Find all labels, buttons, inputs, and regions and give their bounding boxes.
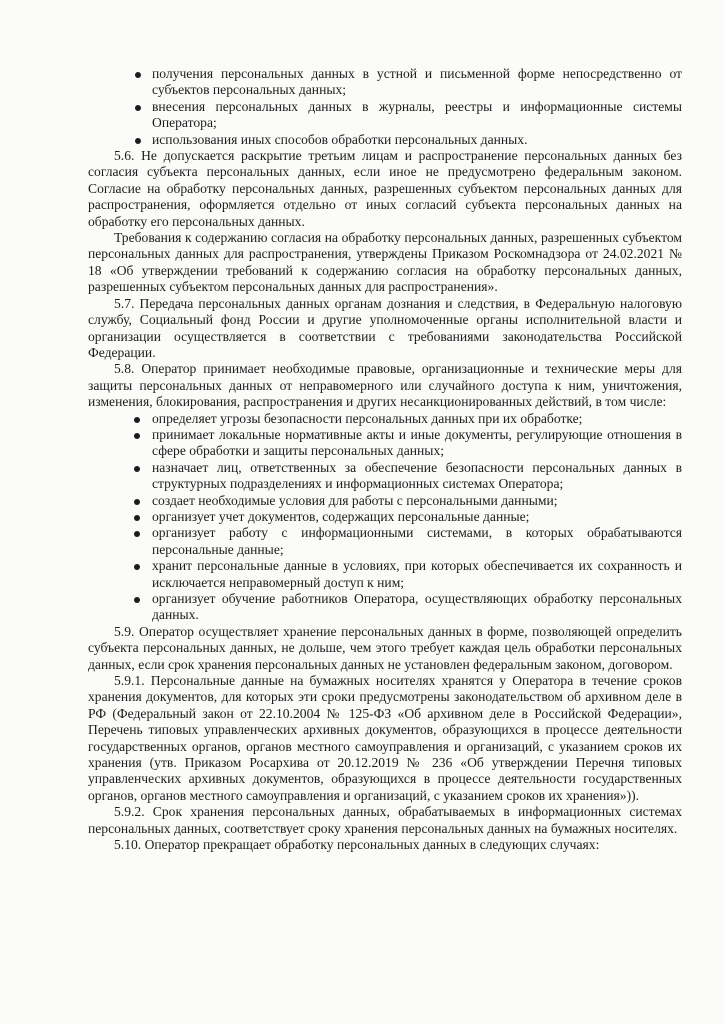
list-item: хранит персональные данные в условиях, при которых обеспечивается их сохранность и исключается неправомерный доступ к ним; — [88, 558, 682, 591]
bullet-icon — [134, 531, 140, 537]
paragraph-5-9-2: 5.9.2. Срок хранения персональных данных, обрабатываемых в информационных системах персональных данных, соответствует сроку хранения персональных данных на бумажных носителях. — [88, 804, 682, 836]
list-item: организует учет документов, содержащих персональные данные; — [88, 509, 682, 525]
paragraph-5-10: 5.10. Оператор прекращает обработку персональных данных в следующих случаях: — [114, 837, 600, 853]
list-item: получения персональных данных в устной и письменной форме непосредственно от субъектов персональных данных; — [88, 66, 682, 99]
paragraph-5-9: 5.9. Оператор осуществляет хранение персональных данных в форме, позволяющей определить субъекта персональных данных, не дольше, чем этого требует каждая цель обработки персональных данных, если срок хранения персональных данных не установлен федеральным законом, договором. — [88, 623, 682, 672]
bullet-icon — [134, 499, 140, 505]
list-item: организует обучение работников Оператора, осуществляющих обработку персональных данных. — [88, 591, 682, 624]
list-item: создает необходимые условия для работы с персональными данными; — [88, 493, 682, 509]
paragraph-5-7: 5.7. Передача персональных данных органам дознания и следствия, в Федеральную налоговую службу, Социальный фонд России и другие уполномоченные органы исполнительной власти и организации осуществляется в соответствии с требованиями законодательства Российской Федерации. — [88, 295, 682, 360]
bullet-icon — [135, 105, 141, 111]
paragraph-5-6-requirements: Требования к содержанию согласия на обработку персональных данных, разрешенных субъектом персональных данных для распространения, утверждены Приказом Роскомнадзора от 24.02.2021 № 18 «Об утверждении требований к содержанию согласия на обработку персональных данных, разрешенных субъектом персональных данных для распространения». — [88, 230, 682, 295]
bullet-icon — [134, 515, 140, 521]
bullet-icon — [135, 138, 141, 144]
document-body — [88, 66, 682, 854]
list-item: определяет угрозы безопасности персональных данных при их обработке; — [88, 411, 682, 427]
bullet-icon — [134, 433, 140, 439]
bullet-icon — [134, 417, 140, 423]
bullet-icon — [134, 466, 140, 472]
list-item: внесения персональных данных в журналы, реестры и информационные системы Оператора; — [88, 99, 682, 132]
list-item: назначает лиц, ответственных за обеспечение безопасности персональных данных в структурных подразделениях и информационных системах Оператора; — [88, 460, 682, 493]
bullet-icon — [134, 597, 140, 603]
list-item: использования иных способов обработки персональных данных. — [88, 132, 682, 148]
protection-measures-list — [88, 411, 682, 624]
paragraph-5-8: 5.8. Оператор принимает необходимые правовые, организационные и технические меры для защиты персональных данных от неправомерного или случайного доступа к ним, уничтожения, изменения, блокирования, распространения и других несанкционированных действий, в том числе: — [88, 361, 682, 410]
bullet-icon — [135, 72, 141, 78]
list-item: организует работу с информационными системами, в которых обрабатываются персональные данные; — [88, 525, 682, 558]
paragraph-5-9-1: 5.9.1. Персональные данные на бумажных носителях хранятся у Оператора в течение сроков хранения документов, для которых эти сроки предусмотрены законодательством об архивном деле в РФ (Федеральный закон от 22.10.2004 № 125-ФЗ «Об архивном деле в Российской Федерации», Перечень типовых управленческих архивных документов, образующихся в процессе деятельности государственных органов, органов местного самоуправления и организаций, с указанием сроков их хранения (утв. Приказом Росархива от 20.12.2019 № 236 «Об утверждении Перечня типовых управленческих архивных документов, образующихся в процессе деятельности государственных органов, органов местного самоуправления и организаций, с указанием сроков их хранения»)). — [88, 673, 682, 803]
paragraph-5-6: 5.6. Не допускается раскрытие третьим лицам и распространение персональных данных без согласия субъекта персональных данных, если иное не предусмотрено федеральным законом. Согласие на обработку персональных данных, разрешенных субъектом персональных данных для распространения, оформляется отдельно от иных согласий субъекта персональных данных на обработку его персональных данных. — [88, 148, 682, 229]
bullet-icon — [134, 564, 140, 570]
processing-methods-list — [88, 66, 682, 148]
list-item: принимает локальные нормативные акты и иные документы, регулирующие отношения в сфере обработки и защиты персональных данных; — [88, 427, 682, 460]
